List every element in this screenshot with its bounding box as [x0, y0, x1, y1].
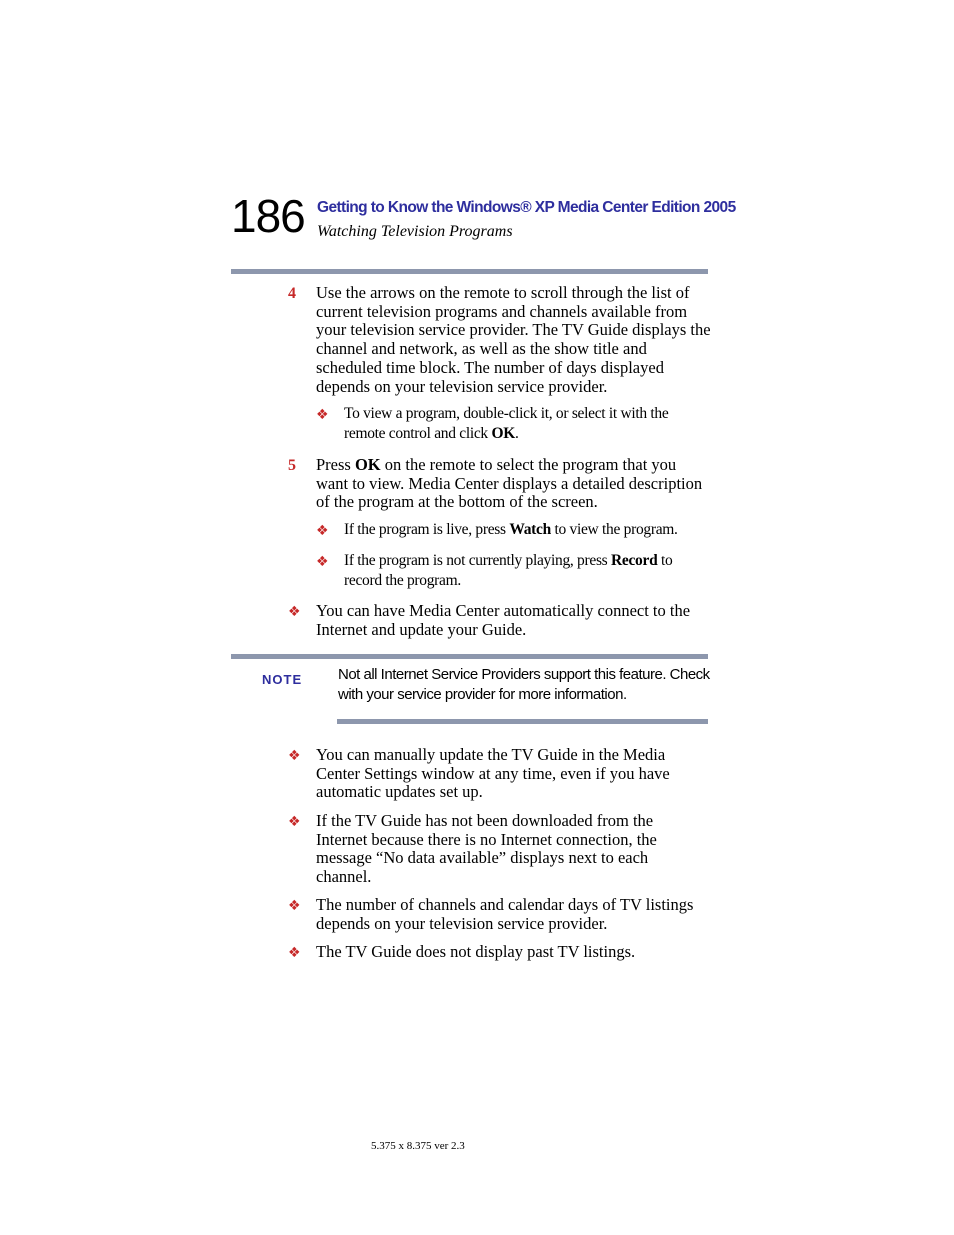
bullet-text: If the TV Guide has not been downloaded from the Internet because there is no Internet connection, the message “No data available” displays next to each channel. [316, 811, 657, 887]
note-label: NOTE [262, 672, 303, 687]
diamond-bullet-icon: ❖ [288, 945, 301, 961]
sub-bullet-text: If the program is live, press Watch to view the program. [344, 521, 678, 538]
page-footer: 5.375 x 8.375 ver 2.3 [371, 1140, 465, 1152]
step-number: 4 [288, 285, 296, 302]
chapter-title: Getting to Know the Windows® XP Media Center Edition 2005 [317, 199, 736, 216]
diamond-bullet-icon: ❖ [316, 523, 329, 539]
bullet-text: The TV Guide does not display past TV listings. [316, 942, 636, 961]
note-text: Not all Internet Service Providers support this feature. Check with your service provider for more information. [338, 666, 710, 703]
bullet-text: The number of channels and calendar days of TV listings depends on your television service provider. [316, 895, 694, 933]
step-text: Use the arrows on the remote to scroll through the list of current television programs and channels available from your television service provider. The TV Guide displays the channel and network, as well as the show title and scheduled time block. The number of days displayed depends on your television service provider. [316, 283, 711, 396]
section-title: Watching Television Programs [317, 223, 513, 240]
step-number: 5 [288, 457, 296, 474]
diamond-bullet-icon: ❖ [288, 748, 301, 764]
sub-bullet-text: To view a program, double-click it, or select it with the remote control and click OK. [344, 405, 669, 442]
diamond-bullet-icon: ❖ [316, 554, 329, 570]
page-number: 186 [231, 190, 305, 242]
step-text: Press OK on the remote to select the program that you want to view. Media Center displays a detailed description of the program at the bottom of the screen. [316, 455, 703, 512]
note-top-divider [231, 654, 708, 659]
diamond-bullet-icon: ❖ [288, 898, 301, 914]
diamond-bullet-icon: ❖ [316, 407, 329, 423]
diamond-bullet-icon: ❖ [288, 814, 301, 830]
sub-bullet-text: If the program is not currently playing, press Record to record the program. [344, 552, 673, 589]
bullet-text: You can manually update the TV Guide in the Media Center Settings window at any time, even if you have automatic updates set up. [316, 745, 670, 802]
bullet-text: You can have Media Center automatically connect to the Internet and update your Guide. [316, 601, 691, 639]
note-bottom-divider [337, 719, 708, 724]
diamond-bullet-icon: ❖ [288, 604, 301, 620]
header-divider [231, 269, 708, 274]
